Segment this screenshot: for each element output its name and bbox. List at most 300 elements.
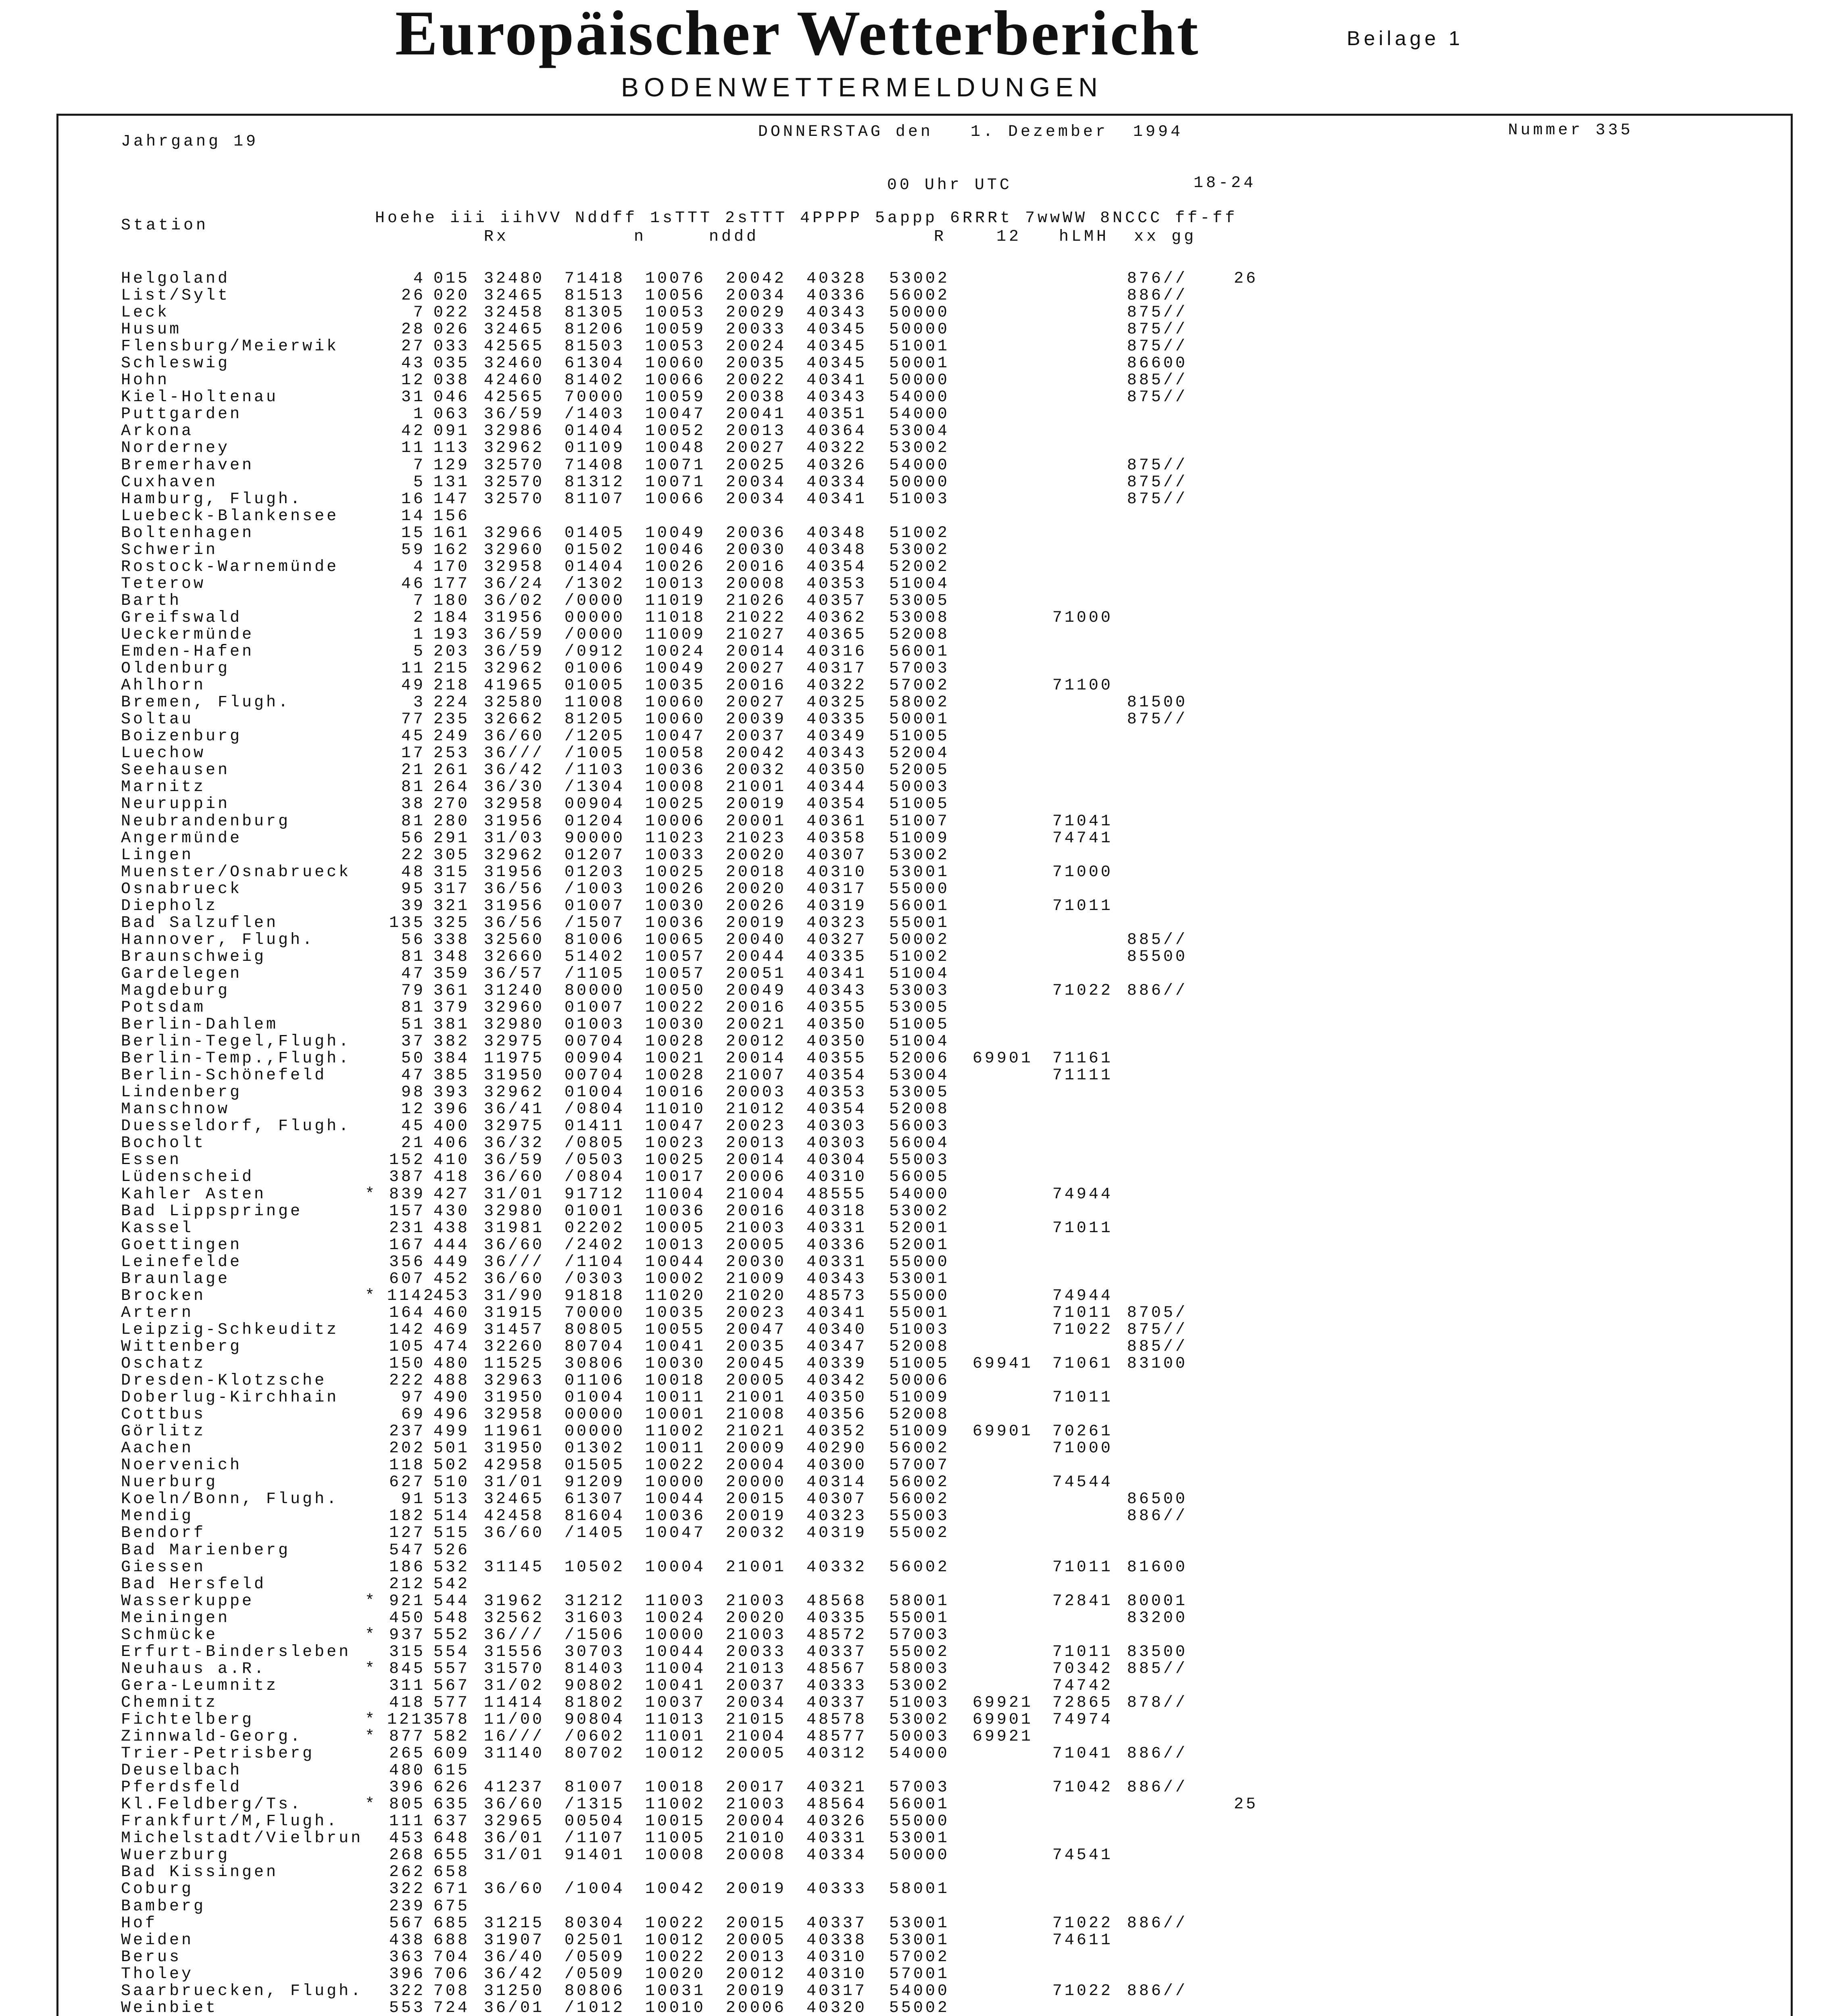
station-index: 453 bbox=[433, 1287, 470, 1305]
station-name: Bocholt bbox=[121, 1134, 206, 1153]
group-nddff: 00000 bbox=[565, 1406, 625, 1424]
group-clouds: 885// bbox=[1127, 931, 1188, 949]
station-name: Braunlage bbox=[121, 1270, 230, 1288]
group-tendency: 50000 bbox=[889, 321, 950, 339]
group-temperature: 10026 bbox=[645, 880, 706, 898]
station-index: 162 bbox=[433, 541, 470, 559]
group-tendency: 51003 bbox=[889, 490, 950, 508]
elevation-value: 239 bbox=[389, 1897, 425, 1916]
group-nddff: /0503 bbox=[565, 1151, 625, 1170]
group-temperature: 10053 bbox=[645, 304, 706, 322]
group-nddff: /0804 bbox=[565, 1100, 625, 1119]
station-name: Schleswig bbox=[121, 354, 230, 373]
group-dewpoint: 21027 bbox=[726, 625, 787, 644]
group-pressure: 40319 bbox=[806, 897, 867, 915]
group-pressure: 40354 bbox=[806, 1100, 867, 1119]
group-iihvv: 32975 bbox=[484, 1033, 545, 1051]
group-temperature: 10018 bbox=[645, 1372, 706, 1390]
station-name: Barth bbox=[121, 591, 182, 610]
station-index: 046 bbox=[433, 388, 470, 407]
group-dewpoint: 21022 bbox=[726, 608, 787, 627]
group-clouds: 875// bbox=[1127, 490, 1188, 508]
elevation-value: 387 bbox=[389, 1168, 425, 1187]
station-name: Neuruppin bbox=[121, 795, 230, 814]
elevation-value: 22 bbox=[401, 846, 425, 864]
group-dewpoint: 20047 bbox=[726, 1320, 787, 1339]
group-tendency: 50003 bbox=[889, 1728, 950, 1746]
group-dewpoint: 20021 bbox=[726, 1016, 787, 1034]
group-tendency: 53005 bbox=[889, 591, 950, 610]
station-index: 321 bbox=[433, 897, 470, 915]
elevation-value: 322 bbox=[389, 1880, 425, 1899]
group-dewpoint: 20015 bbox=[726, 1490, 787, 1509]
group-iihvv: 36/24 bbox=[484, 575, 545, 593]
elevation-value: 105 bbox=[389, 1337, 425, 1356]
elevation-value: 69 bbox=[401, 1406, 425, 1424]
group-dewpoint: 21021 bbox=[726, 1422, 787, 1441]
group-tendency: 56002 bbox=[889, 287, 950, 305]
group-tendency: 55002 bbox=[889, 1524, 950, 1543]
group-temperature: 10018 bbox=[645, 1779, 706, 1797]
group-clouds: 886// bbox=[1127, 287, 1188, 305]
station-name: Berlin-Tegel,Flugh. bbox=[121, 1033, 351, 1051]
elevation-value: 47 bbox=[401, 1066, 425, 1085]
elevation-value: 322 bbox=[389, 1982, 425, 2000]
group-pressure: 48567 bbox=[806, 1660, 867, 1678]
group-pressure: 40303 bbox=[806, 1117, 867, 1136]
group-iihvv: 31962 bbox=[484, 1592, 545, 1610]
station-name: Berlin-Dahlem bbox=[121, 1016, 279, 1034]
group-temperature: 10048 bbox=[645, 439, 706, 458]
elevation-value: 17 bbox=[401, 744, 425, 763]
column-header-station: Station bbox=[121, 217, 209, 235]
group-tendency: 57003 bbox=[889, 660, 950, 678]
elevation-value: 1 bbox=[413, 405, 425, 424]
group-temperature: 10042 bbox=[645, 1880, 706, 1899]
group-tendency: 57002 bbox=[889, 677, 950, 695]
group-weather: 74742 bbox=[1052, 1677, 1113, 1695]
group-nddff: /1304 bbox=[565, 778, 625, 797]
station-name: Hof bbox=[121, 1914, 158, 1933]
station-name: Trier-Petrisberg bbox=[121, 1745, 315, 1763]
group-dewpoint: 20019 bbox=[726, 795, 787, 814]
group-temperature: 10015 bbox=[645, 1812, 706, 1831]
group-nddff: 71408 bbox=[565, 456, 625, 475]
elevation-value: 453 bbox=[389, 1829, 425, 1848]
group-tendency: 53002 bbox=[889, 846, 950, 864]
group-iihvv: 32975 bbox=[484, 1117, 545, 1136]
group-temperature: 11013 bbox=[645, 1710, 706, 1729]
group-clouds: 885// bbox=[1127, 371, 1188, 390]
station-name: Potsdam bbox=[121, 999, 206, 1017]
station-name: Bad Salzuflen bbox=[121, 914, 279, 932]
elevation-value: 98 bbox=[401, 1083, 425, 1102]
elevation-value: 45 bbox=[401, 727, 425, 746]
group-clouds: 886// bbox=[1127, 981, 1188, 1000]
group-iihvv: 36/56 bbox=[484, 914, 545, 932]
station-index: 609 bbox=[433, 1745, 470, 1763]
group-tendency: 51009 bbox=[889, 1422, 950, 1441]
group-iihvv: 31981 bbox=[484, 1219, 545, 1237]
group-dewpoint: 20035 bbox=[726, 1337, 787, 1356]
group-nddff: 11008 bbox=[565, 694, 625, 712]
station-index: 706 bbox=[433, 1965, 470, 1983]
group-temperature: 10017 bbox=[645, 1168, 706, 1187]
station-index: 180 bbox=[433, 591, 470, 610]
station-index: 315 bbox=[433, 863, 470, 881]
group-nddff: /1302 bbox=[565, 575, 625, 593]
group-tendency: 51005 bbox=[889, 727, 950, 746]
station-name: Luechow bbox=[121, 744, 206, 763]
station-name: Schmücke bbox=[121, 1626, 218, 1644]
station-name: Bamberg bbox=[121, 1897, 206, 1916]
station-index: 577 bbox=[433, 1693, 470, 1712]
group-dewpoint: 20018 bbox=[726, 863, 787, 881]
group-pressure: 40341 bbox=[806, 490, 867, 508]
station-name: Artern bbox=[121, 1304, 194, 1322]
station-index: 406 bbox=[433, 1134, 470, 1153]
group-nddff: /0805 bbox=[565, 1134, 625, 1153]
group-temperature: 10076 bbox=[645, 270, 706, 288]
group-pressure: 40342 bbox=[806, 1372, 867, 1390]
station-name: Bendorf bbox=[121, 1524, 206, 1543]
elevation-value: 2 bbox=[413, 608, 425, 627]
station-index: 648 bbox=[433, 1829, 470, 1848]
group-iihvv: 42460 bbox=[484, 371, 545, 390]
group-dewpoint: 20025 bbox=[726, 456, 787, 475]
group-temperature: 10036 bbox=[645, 761, 706, 780]
group-pressure: 40347 bbox=[806, 1337, 867, 1356]
group-pressure: 40343 bbox=[806, 744, 867, 763]
group-iihvv: 36/57 bbox=[484, 964, 545, 983]
station-index: 161 bbox=[433, 524, 470, 542]
group-iihvv: 32465 bbox=[484, 287, 545, 305]
station-name: Schwerin bbox=[121, 541, 218, 559]
group-iihvv: 32570 bbox=[484, 473, 545, 492]
group-nddff: /0804 bbox=[565, 1168, 625, 1187]
group-temperature: 10028 bbox=[645, 1033, 706, 1051]
group-precipitation: 69921 bbox=[973, 1728, 1033, 1746]
group-pressure: 40337 bbox=[806, 1914, 867, 1933]
group-clouds: 81600 bbox=[1127, 1558, 1188, 1577]
group-clouds: 86500 bbox=[1127, 1490, 1188, 1509]
group-pressure: 40307 bbox=[806, 1490, 867, 1509]
group-iihvv: 32660 bbox=[484, 948, 545, 966]
group-dewpoint: 21001 bbox=[726, 1558, 787, 1577]
group-dewpoint: 20051 bbox=[726, 964, 787, 983]
group-nddff: 80000 bbox=[565, 981, 625, 1000]
group-pressure: 40323 bbox=[806, 914, 867, 932]
elevation-value: 262 bbox=[389, 1863, 425, 1882]
group-dewpoint: 20013 bbox=[726, 1948, 787, 1966]
group-nddff: /0509 bbox=[565, 1965, 625, 1983]
group-dewpoint: 20015 bbox=[726, 1914, 787, 1933]
group-clouds: 875// bbox=[1127, 337, 1188, 356]
group-dewpoint: 20019 bbox=[726, 914, 787, 932]
station-index: 348 bbox=[433, 948, 470, 966]
group-pressure: 40326 bbox=[806, 1812, 867, 1831]
group-temperature: 10022 bbox=[645, 1914, 706, 1933]
group-pressure: 40310 bbox=[806, 1168, 867, 1187]
group-temperature: 10044 bbox=[645, 1643, 706, 1661]
group-dewpoint: 20045 bbox=[726, 1355, 787, 1373]
supplement-label: Beilage 1 bbox=[1347, 27, 1464, 50]
station-name: Greifswald bbox=[121, 608, 242, 627]
group-pressure: 40335 bbox=[806, 710, 867, 729]
station-name: Marnitz bbox=[121, 778, 206, 797]
group-iihvv: 32958 bbox=[484, 795, 545, 814]
group-iihvv: 31215 bbox=[484, 1914, 545, 1933]
group-dewpoint: 21009 bbox=[726, 1270, 787, 1288]
elevation-value: 186 bbox=[389, 1558, 425, 1577]
group-clouds: 875// bbox=[1127, 456, 1188, 475]
station-index: 131 bbox=[433, 473, 470, 492]
group-pressure: 40354 bbox=[806, 558, 867, 576]
group-pressure: 40322 bbox=[806, 439, 867, 458]
elevation-value: 845 bbox=[389, 1660, 425, 1678]
station-name: Chemnitz bbox=[121, 1693, 218, 1712]
group-tendency: 52001 bbox=[889, 1236, 950, 1254]
group-dewpoint: 20044 bbox=[726, 948, 787, 966]
group-temperature: 11002 bbox=[645, 1795, 706, 1814]
group-weather: 71042 bbox=[1052, 1779, 1113, 1797]
elevation-value: 42 bbox=[401, 422, 425, 441]
group-temperature: 10011 bbox=[645, 1439, 706, 1458]
elevation-value: 49 bbox=[401, 677, 425, 695]
station-name: Koeln/Bonn, Flugh. bbox=[121, 1490, 339, 1509]
group-iihvv: 32570 bbox=[484, 456, 545, 475]
group-temperature: 10059 bbox=[645, 321, 706, 339]
group-pressure: 40331 bbox=[806, 1829, 867, 1848]
group-nddff: 81604 bbox=[565, 1507, 625, 1526]
group-dewpoint: 20041 bbox=[726, 405, 787, 424]
station-index: 544 bbox=[433, 1592, 470, 1610]
group-tendency: 51004 bbox=[889, 1033, 950, 1051]
group-dewpoint: 20008 bbox=[726, 575, 787, 593]
group-dewpoint: 20027 bbox=[726, 694, 787, 712]
group-temperature: 10008 bbox=[645, 778, 706, 797]
group-weather: 74944 bbox=[1052, 1185, 1113, 1204]
station-name: Saarbruecken, Flugh. bbox=[121, 1982, 363, 2000]
group-temperature: 10071 bbox=[645, 456, 706, 475]
elevation-value: 182 bbox=[389, 1507, 425, 1526]
group-tendency: 55001 bbox=[889, 1609, 950, 1627]
group-pressure: 40331 bbox=[806, 1219, 867, 1237]
group-pressure: 40333 bbox=[806, 1677, 867, 1695]
station-name: Flensburg/Meierwik bbox=[121, 337, 339, 356]
group-tendency: 52008 bbox=[889, 1100, 950, 1119]
group-nddff: 81205 bbox=[565, 710, 625, 729]
group-temperature: 10010 bbox=[645, 1999, 706, 2016]
station-index: 501 bbox=[433, 1439, 470, 1458]
elevation-value: 11 bbox=[401, 439, 425, 458]
group-iihvv: 31/03 bbox=[484, 829, 545, 848]
station-name: Weinbiet bbox=[121, 1999, 218, 2016]
group-dewpoint: 20005 bbox=[726, 1236, 787, 1254]
group-temperature: 10028 bbox=[645, 1066, 706, 1085]
group-iihvv: 36/59 bbox=[484, 405, 545, 424]
elevation-value: 921 bbox=[389, 1592, 425, 1610]
group-dewpoint: 20020 bbox=[726, 880, 787, 898]
elevation-value: 47 bbox=[401, 964, 425, 983]
group-temperature: 10035 bbox=[645, 1304, 706, 1322]
elevation-value: 81 bbox=[401, 948, 425, 966]
group-temperature: 10036 bbox=[645, 1202, 706, 1220]
station-name: Bremen, Flugh. bbox=[121, 694, 291, 712]
group-tendency: 58001 bbox=[889, 1592, 950, 1610]
group-iihvv: 32980 bbox=[484, 1202, 545, 1220]
station-index: 253 bbox=[433, 744, 470, 763]
group-iihvv: 32962 bbox=[484, 1083, 545, 1102]
group-temperature: 10065 bbox=[645, 931, 706, 949]
group-dewpoint: 20042 bbox=[726, 270, 787, 288]
station-name: Berlin-Schönefeld bbox=[121, 1066, 327, 1085]
group-nddff: 01005 bbox=[565, 677, 625, 695]
group-nddff: 01411 bbox=[565, 1117, 625, 1136]
station-index: 410 bbox=[433, 1151, 470, 1170]
group-pressure: 40328 bbox=[806, 270, 867, 288]
group-dewpoint: 20049 bbox=[726, 981, 787, 1000]
group-iihvv: 36/60 bbox=[484, 1524, 545, 1543]
group-temperature: 11019 bbox=[645, 591, 706, 610]
elevation-value: 627 bbox=[389, 1473, 425, 1492]
group-weather: 71111 bbox=[1052, 1066, 1113, 1085]
group-tendency: 51005 bbox=[889, 1355, 950, 1373]
group-pressure: 40304 bbox=[806, 1151, 867, 1170]
station-name: Deuselbach bbox=[121, 1762, 242, 1780]
group-dewpoint: 20006 bbox=[726, 1999, 787, 2016]
station-name: Emden-Hafen bbox=[121, 643, 254, 661]
station-name: Kahler Asten bbox=[121, 1185, 267, 1204]
group-iihvv: 31950 bbox=[484, 1389, 545, 1407]
elevation-value: 877 bbox=[389, 1728, 425, 1746]
group-nddff: 81206 bbox=[565, 321, 625, 339]
group-tendency: 54000 bbox=[889, 456, 950, 475]
group-tendency: 50001 bbox=[889, 354, 950, 373]
elevation-value: 5 bbox=[413, 643, 425, 661]
elevation-value: 45 bbox=[401, 1117, 425, 1136]
group-pressure: 40349 bbox=[806, 727, 867, 746]
group-tendency: 54000 bbox=[889, 1185, 950, 1204]
group-nddff: 01502 bbox=[565, 541, 625, 559]
group-nddff: 81403 bbox=[565, 1660, 625, 1678]
group-temperature: 10049 bbox=[645, 660, 706, 678]
group-dewpoint: 21004 bbox=[726, 1185, 787, 1204]
group-tendency: 56002 bbox=[889, 1558, 950, 1577]
group-nddff: 61304 bbox=[565, 354, 625, 373]
station-index: 382 bbox=[433, 1033, 470, 1051]
elevation-value: 5 bbox=[413, 473, 425, 492]
group-temperature: 10033 bbox=[645, 846, 706, 864]
group-iihvv: 31240 bbox=[484, 981, 545, 1000]
station-index: 129 bbox=[433, 456, 470, 475]
station-name: Boltenhagen bbox=[121, 524, 254, 542]
group-nddff: /1405 bbox=[565, 1524, 625, 1543]
elevation-value: 567 bbox=[389, 1914, 425, 1933]
station-index: 532 bbox=[433, 1558, 470, 1577]
group-pressure: 40348 bbox=[806, 541, 867, 559]
group-nddff: /1103 bbox=[565, 761, 625, 780]
group-iihvv: 31956 bbox=[484, 812, 545, 831]
station-index: 035 bbox=[433, 354, 470, 373]
group-pressure: 40340 bbox=[806, 1320, 867, 1339]
group-pressure: 40331 bbox=[806, 1253, 867, 1271]
group-iihvv: 36/60 bbox=[484, 1795, 545, 1814]
station-index: 526 bbox=[433, 1541, 470, 1560]
group-nddff: 30703 bbox=[565, 1643, 625, 1661]
group-iihvv: 32480 bbox=[484, 270, 545, 288]
elevation-value: 12 bbox=[401, 1100, 425, 1119]
group-weather: 71022 bbox=[1052, 1982, 1113, 2000]
group-pressure: 40303 bbox=[806, 1134, 867, 1153]
group-pressure: 40348 bbox=[806, 524, 867, 542]
group-weather: 74741 bbox=[1052, 829, 1113, 848]
station-name: Muenster/Osnabrueck bbox=[121, 863, 351, 881]
group-weather: 71022 bbox=[1052, 1320, 1113, 1339]
station-index: 704 bbox=[433, 1948, 470, 1966]
station-name: Luebeck-Blankensee bbox=[121, 507, 339, 525]
station-index: 385 bbox=[433, 1066, 470, 1085]
group-gusts: 25 bbox=[1234, 1795, 1258, 1814]
group-pressure: 40314 bbox=[806, 1473, 867, 1492]
station-index: 361 bbox=[433, 981, 470, 1000]
group-iihvv: 32962 bbox=[484, 660, 545, 678]
group-pressure: 40300 bbox=[806, 1456, 867, 1475]
group-clouds: 885// bbox=[1127, 1660, 1188, 1678]
station-name: Lüdenscheid bbox=[121, 1168, 254, 1187]
group-iihvv: 31950 bbox=[484, 1066, 545, 1085]
group-pressure: 40310 bbox=[806, 1965, 867, 1983]
group-tendency: 55003 bbox=[889, 1151, 950, 1170]
group-temperature: 10002 bbox=[645, 1270, 706, 1288]
mountain-marker: * bbox=[365, 1592, 377, 1610]
group-tendency: 53002 bbox=[889, 439, 950, 458]
group-iihvv: 31/01 bbox=[484, 1185, 545, 1204]
group-tendency: 58003 bbox=[889, 1660, 950, 1678]
group-dewpoint: 20013 bbox=[726, 422, 787, 441]
station-index: 438 bbox=[433, 1219, 470, 1237]
group-nddff: /0000 bbox=[565, 591, 625, 610]
group-tendency: 50003 bbox=[889, 778, 950, 797]
group-pressure: 40350 bbox=[806, 1016, 867, 1034]
group-temperature: 10026 bbox=[645, 558, 706, 576]
group-iihvv: 32960 bbox=[484, 541, 545, 559]
group-dewpoint: 20008 bbox=[726, 1846, 787, 1865]
station-name: Ueckermünde bbox=[121, 625, 254, 644]
group-temperature: 11004 bbox=[645, 1660, 706, 1678]
group-dewpoint: 20020 bbox=[726, 846, 787, 864]
station-index: 224 bbox=[433, 694, 470, 712]
group-pressure: 40321 bbox=[806, 1779, 867, 1797]
group-clouds: 83200 bbox=[1127, 1609, 1188, 1627]
group-iihvv: 36/40 bbox=[484, 1948, 545, 1966]
station-name: Wittenberg bbox=[121, 1337, 242, 1356]
mountain-marker: * bbox=[365, 1185, 377, 1204]
station-name: Weiden bbox=[121, 1931, 194, 1949]
group-weather: 71161 bbox=[1052, 1050, 1113, 1068]
group-dewpoint: 20040 bbox=[726, 931, 787, 949]
group-dewpoint: 21013 bbox=[726, 1660, 787, 1678]
group-pressure: 40310 bbox=[806, 863, 867, 881]
station-index: 708 bbox=[433, 1982, 470, 2000]
station-index: 177 bbox=[433, 575, 470, 593]
group-nddff: /1105 bbox=[565, 964, 625, 983]
mountain-marker: * bbox=[365, 1660, 377, 1678]
group-clouds: 885// bbox=[1127, 1337, 1188, 1356]
group-dewpoint: 21001 bbox=[726, 778, 787, 797]
group-dewpoint: 20005 bbox=[726, 1931, 787, 1949]
group-iihvv: 36/60 bbox=[484, 1236, 545, 1254]
